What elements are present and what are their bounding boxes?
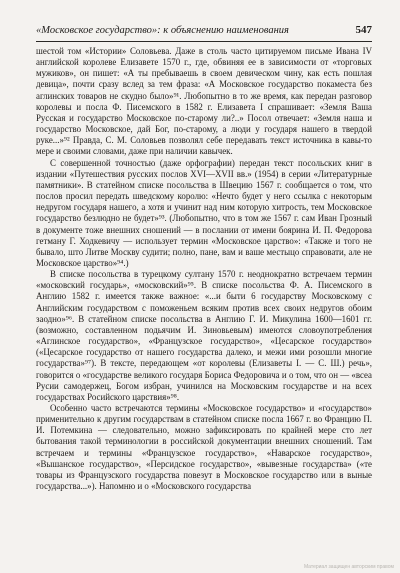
header-rule xyxy=(36,41,372,42)
paragraph: Особенно часто встречаются термины «Московское государство» и «государство» применительно к другим государствам в статейном списке посла 1667 г. во Францию П. И. Потемкина — следовательно, можно зафиксировать по крайней мере сто лет бытования такой терминологии в российской документации внешних сношений. Там встречаем и термины «Французское государство», «Наварское государство», «Вышанское государство», «Персидское государство», «вывезные государства» («те товары из Французского государства повезут в Московское государство или в выные государства...»). Напомню и о «Московского государства xyxy=(36,403,372,492)
running-title: «Московское государство»: к объяснению наименования xyxy=(36,25,289,36)
paragraph: В списке посольства в турецкому султану 1570 г. неоднократно встречаем термин «московский государь», «московский»⁹⁵. В списке посольства Ф. А. Писемского в Англию 1582 г. имеется также важное: «...и быти 6 государству Московскому с Английским государством с поможеньем всяким против всех своих недругов обоим заодно»⁹⁶. В статейном списке посольства в Англию Г. И. Микулина 1600—1601 гг. (возможно, составленном подьячим И. Зиновьевым) имеются словоупотребления «Аглинское государство», «Французское государство», «Цесарское государство» («Цесарское государство от нашего государства далеко, и межи ими розошли многие государства»⁹⁷). В тексте, передающем «от королевы (Елизаветы I. — С. Ш.) речь», говорится о «государстве великого государя Бориса Федоровича и о том, что он — «всеа Русии самодержец, Богом избран, учинился на Московским государстве и на всех государствах Росийского царствия»⁹⁸. xyxy=(36,269,372,402)
watermark: Материал защищен авторским правом xyxy=(303,564,394,570)
paragraph: С совершенной точностью (даже орфографии) передан текст посольских книг в издании «Путешествия русских послов XVI—XVII вв.» (1954) в серии «Литературные памятники». В статейном списке посольства в Швецию 1567 г. сообщается о том, что послов просил передать шведскому королю: «Нечто будет у него ссылка с некоторым недругом государя нашего, а хотя и учинит над ним которую хитрость, тем Московское государство безлюдно не будет»⁹³. (Любопытно, что в том же 1567 г. сам Иван Грозный в документе тоже внешних сношений — в послании от имени боярина И. П. Федорова гетману Г. Ходкевичу — использует термин «Московское царство»: «Также и того не бывало, што Литве Москву судити; полно, пане, вам и ваше местыцо справовати, але не Московское царство»⁹⁴.) xyxy=(36,157,372,268)
paragraph: шестой том «Истории» Соловьева. Даже в столь часто цитируемом письме Ивана IV английской королеве Елизавете 1570 г., где, обвиняя ее в зависимости от «торговых мужиков», он пишет: «А ты пребываешь в своем девическом чину, как есть пошлая девица», почти сразу вслед за тем фраза: «А Московское государство покаместа без аглинских товаров не скудно было»⁹¹. Любопытно в то же время, как передан разговор королевы и посла Ф. Писемского в 1582 г. Елизавета I спрашивает: «Земля Ваша Русская и государство Московское по-старому ли?..» Посол отвечает: «Земля наша и государство Московское, дай Бог, по-старому, а люди у государя нашего в твердой руке...»⁹² Правда, С. М. Соловьев позволял себе передавать текст источника в кавы-то мере и своими словами, даже при наличии кавычек. xyxy=(36,46,372,157)
running-head xyxy=(36,24,372,38)
body-text xyxy=(36,46,372,492)
page-number: 547 xyxy=(355,24,372,36)
